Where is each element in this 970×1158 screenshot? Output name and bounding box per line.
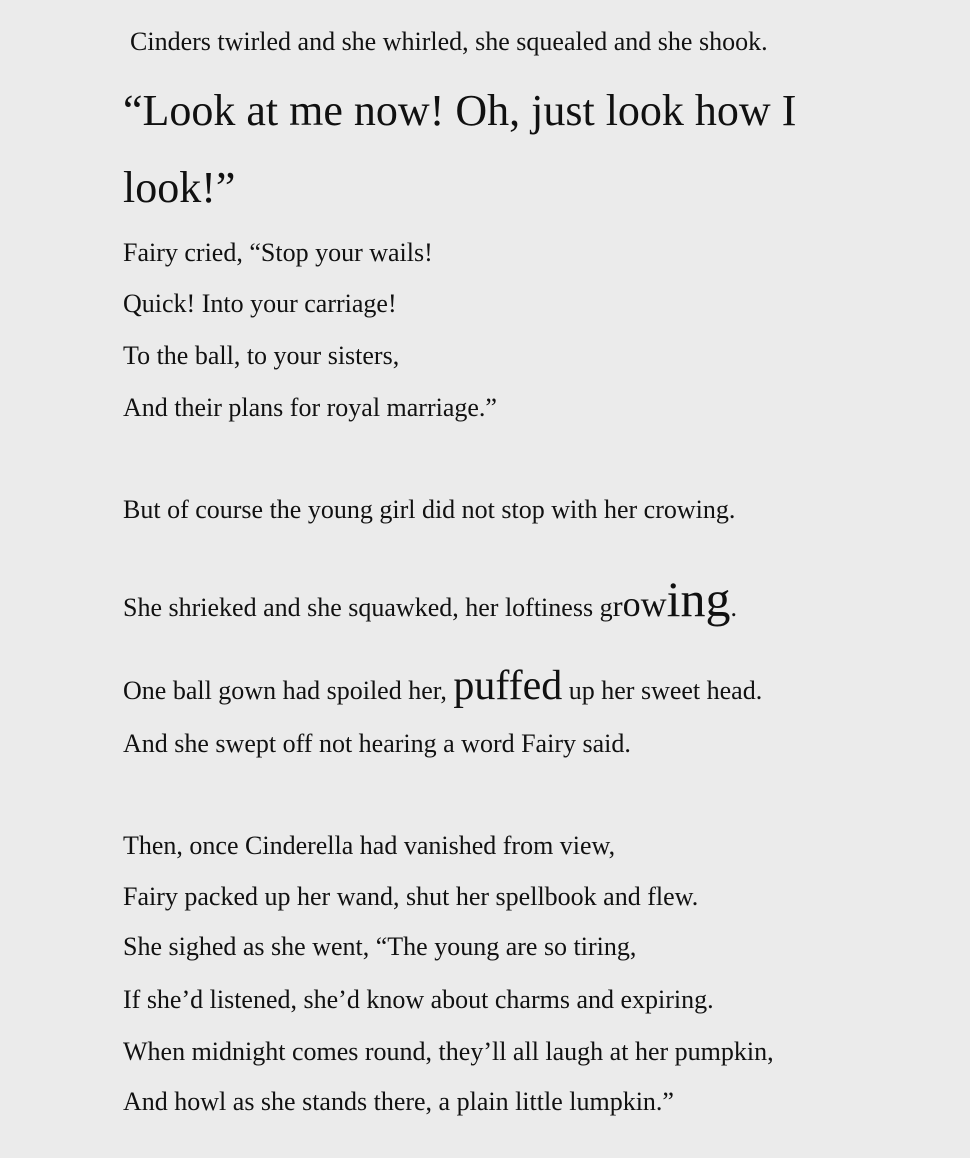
poem-line: But of course the young girl did not stop with her crowing. xyxy=(123,495,736,524)
emphasized-quote-line: look!” xyxy=(123,163,236,212)
puffed-word: puffed xyxy=(453,663,563,709)
line-text: She shrieked and she squawked, her loftiness xyxy=(123,593,600,622)
poem-line: Quick! Into your carriage! xyxy=(123,289,397,318)
line-text: One ball gown had spoiled her, xyxy=(123,676,454,705)
line-period: . xyxy=(730,593,737,622)
growing-letter: g xyxy=(599,593,613,622)
poem-line: If she’d listened, she’d know about charms and expiring. xyxy=(123,985,714,1014)
emphasized-quote-line: “Look at me now! Oh, just look how I xyxy=(123,86,797,135)
poem-line: She sighed as she went, “The young are so tiring, xyxy=(123,932,637,961)
poem-line: Fairy packed up her wand, shut her spellbook and flew. xyxy=(123,882,699,911)
poem-line: And their plans for royal marriage.” xyxy=(123,393,497,422)
puffed-line xyxy=(123,663,763,709)
poem-line: Cinders twirled and she whirled, she squealed and she shook. xyxy=(130,27,768,56)
growing-letters: ing xyxy=(666,571,731,627)
poem-line: Then, once Cinderella had vanished from view, xyxy=(123,831,616,860)
poem-line: When midnight comes round, they’ll all laugh at her pumpkin, xyxy=(123,1037,774,1066)
growing-letters: ow xyxy=(622,584,667,624)
poem-line: And howl as she stands there, a plain little lumpkin.” xyxy=(123,1087,674,1116)
line-text: up her sweet head. xyxy=(562,676,763,705)
poem-line: Fairy cried, “Stop your wails! xyxy=(123,238,433,267)
poem-line: To the ball, to your sisters, xyxy=(123,341,400,370)
growing-letter: r xyxy=(612,590,623,623)
growing-line xyxy=(123,571,737,627)
poem-line: And she swept off not hearing a word Fairy said. xyxy=(123,729,631,758)
